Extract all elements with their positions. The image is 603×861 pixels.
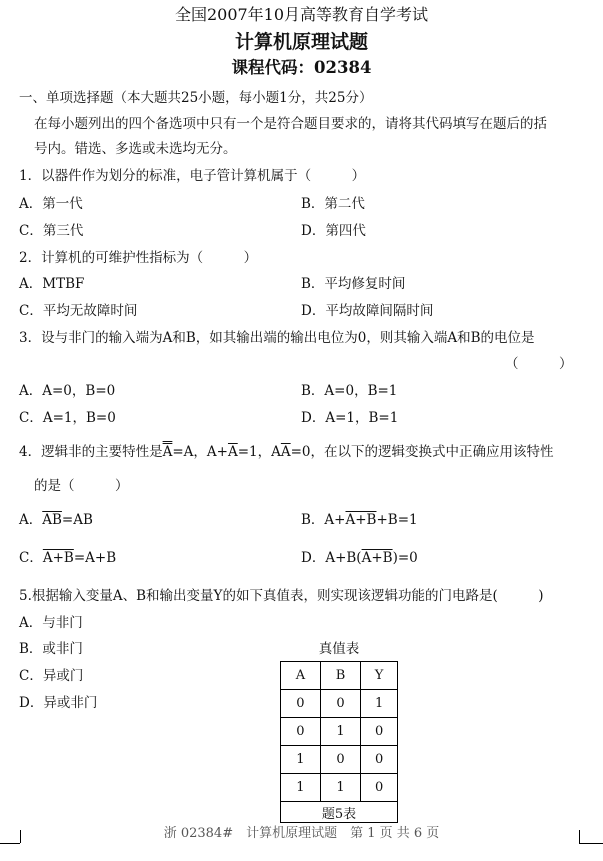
question-3-option-d: D．A=1，B=1	[301, 410, 399, 426]
question-3-option-a: A．A=0，B=0	[19, 383, 116, 399]
corner-mark-left	[0, 843, 20, 844]
truth-table-title: 真值表	[318, 641, 360, 657]
truth-table-header-a: A	[281, 662, 321, 690]
table-cell: 0	[361, 746, 398, 774]
corner-mark-left-vertical	[20, 830, 21, 843]
question-4-option-d	[301, 546, 418, 566]
question-4-stem-part-3: =1，A	[237, 444, 281, 460]
question-2-option-c: C．平均无故障时间	[19, 303, 138, 319]
truth-table	[280, 661, 398, 823]
question-5-option-b: B．或非门	[19, 641, 83, 657]
question-1-option-b: B．第二代	[301, 196, 365, 212]
question-4-stem-part-2: =A，A+	[172, 444, 228, 460]
option-c-overline-term: A+B	[42, 550, 74, 566]
table-row	[281, 718, 398, 746]
option-b-prefix: B．A+	[301, 512, 346, 528]
question-2-option-d: D．平均故障间隔时间	[301, 303, 434, 319]
question-4-stem-part-4: =0，在以下的逻辑变换式中正确应用该特性	[290, 444, 554, 460]
corner-mark-right	[579, 843, 603, 844]
question-4-option-a	[19, 508, 93, 528]
option-d-rest: )=0	[392, 550, 418, 566]
table-row	[281, 746, 398, 774]
option-d-prefix: D．A+B(	[301, 550, 362, 566]
question-3-answer-paren: （ ）	[505, 356, 573, 372]
instruction-line-1: 在每小题列出的四个备选项中只有一个是符合题目要求的，请将其代码填写在题后的括	[34, 116, 547, 132]
table-cell: 1	[320, 718, 360, 746]
question-4-option-c	[19, 546, 116, 566]
option-d-overline-term: A+B	[361, 550, 393, 566]
question-3-option-b: B．A=0，B=1	[301, 383, 398, 399]
question-1-option-d: D．第四代	[301, 223, 366, 239]
truth-table-header-row	[281, 662, 398, 690]
exam-header-line: 全国2007年10月高等教育自学考试	[174, 5, 429, 24]
option-b-rest: +B=1	[376, 512, 418, 528]
question-2-option-b: B．平均修复时间	[301, 276, 406, 292]
question-4-option-b	[301, 508, 418, 528]
question-1-option-c: C．第三代	[19, 223, 84, 239]
table-cell: 1	[361, 690, 398, 718]
table-cell: 0	[281, 690, 321, 718]
question-5-stem: 5.根据输入变量A、B和输出变量Y的如下真值表，则实现该逻辑功能的门电路是( )	[19, 588, 544, 604]
question-2-option-a: A．MTBF	[19, 276, 85, 292]
question-1-stem: 1．以器件作为划分的标准，电子管计算机属于（ ）	[19, 168, 366, 184]
question-5-option-c: C．异或门	[19, 668, 84, 684]
truth-table-header-b: B	[320, 662, 360, 690]
a-bar-term-2: $\overline{A}$	[227, 444, 238, 460]
option-a-rest: =AB	[61, 512, 93, 528]
question-3-stem: 3．设与非门的输入端为A和B，如其输出端的输出电位为0，则其输入端A和B的电位是	[19, 330, 535, 346]
option-a-overline-term: $\overline{AB}$	[42, 512, 62, 528]
a-bar-term-1: A	[162, 444, 173, 460]
question-5-option-d: D．异或非门	[19, 695, 98, 711]
question-4-stem-part-1: 4．逻辑非的主要特性是	[19, 444, 163, 460]
option-b-overline-term: A+B	[345, 512, 377, 528]
table-row	[281, 774, 398, 802]
question-2-stem: 2．计算机的可维护性指标为（ ）	[19, 250, 258, 266]
question-3-option-c: C．A=1，B=0	[19, 410, 116, 426]
option-c-rest: =A+B	[73, 550, 117, 566]
truth-table-header-y: Y	[361, 662, 398, 690]
question-4-stem	[19, 440, 554, 460]
exam-title: 计算机原理试题	[234, 31, 368, 53]
option-a-prefix: A．	[19, 512, 43, 528]
table-cell: 1	[281, 774, 321, 802]
section-heading: 一、单项选择题（本大题共25小题，每小题1分，共25分）	[19, 90, 373, 106]
question-4-stem-line-2: 的是（ ）	[34, 478, 129, 494]
question-1-option-a: A．第一代	[19, 196, 83, 212]
table-row	[281, 690, 398, 718]
table-cell: 1	[281, 746, 321, 774]
corner-mark-right-vertical	[579, 830, 580, 843]
truth-table-caption: 题5表	[281, 802, 398, 823]
table-cell: 1	[320, 774, 360, 802]
table-cell: 0	[320, 746, 360, 774]
instruction-line-2: 号内。错选、多选或未选均无分。	[34, 141, 237, 157]
question-5-option-a: A．与非门	[19, 615, 83, 631]
truth-table-caption-row	[281, 802, 398, 823]
table-cell: 0	[281, 718, 321, 746]
page-footer: 浙 02384# 计算机原理试题 第 1 页 共 6 页	[163, 826, 440, 841]
option-c-prefix: C．	[19, 550, 43, 566]
table-cell: 0	[361, 718, 398, 746]
table-cell: 0	[320, 690, 360, 718]
course-code: 课程代码：02384	[231, 58, 372, 77]
table-cell: 0	[361, 774, 398, 802]
a-bar-term-3: $\overline{A}$	[280, 444, 291, 460]
